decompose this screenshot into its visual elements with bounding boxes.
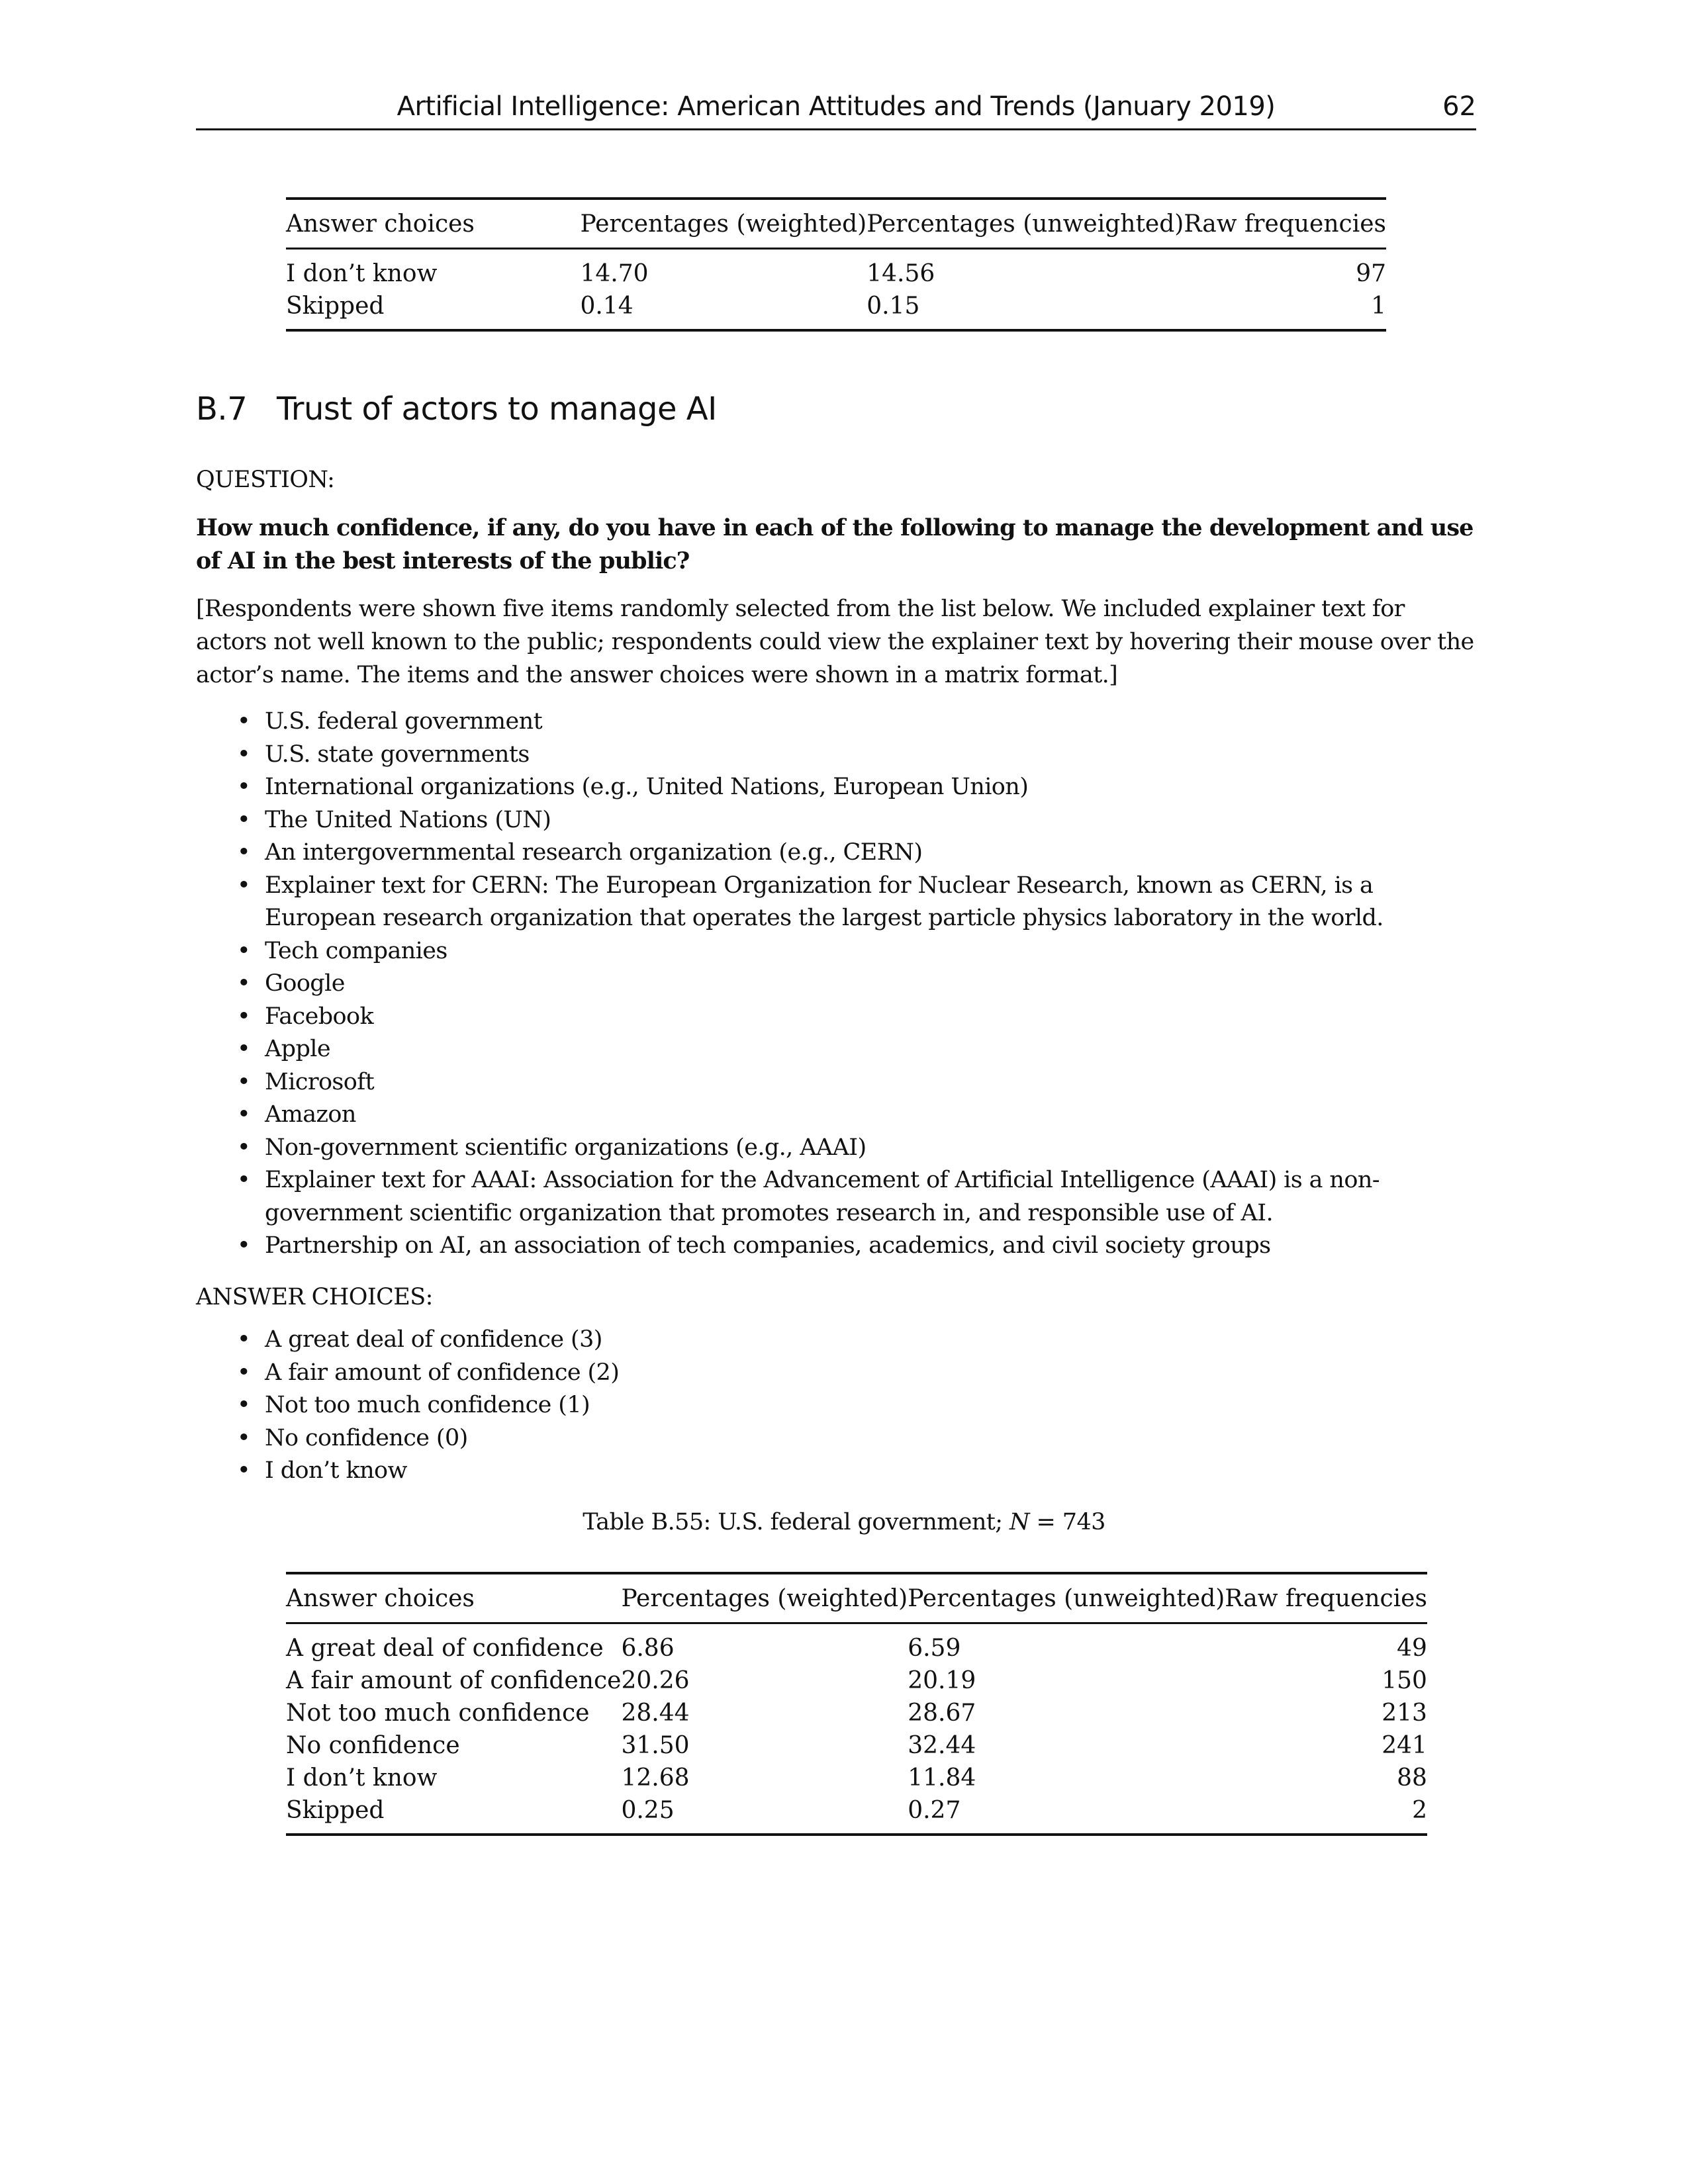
bullet-icon: • — [237, 1101, 251, 1128]
cell-frequency: 49 — [1397, 1635, 1427, 1662]
running-title: Artificial Intelligence: American Attitudes and Trends (January 2019) — [397, 91, 1276, 122]
cell-unweighted: 0.15 — [867, 293, 920, 320]
cell-answer: Skipped — [286, 1797, 385, 1824]
bullet-icon: • — [237, 1359, 251, 1386]
cell-frequency: 213 — [1382, 1700, 1427, 1727]
cell-answer: A great deal of confidence — [286, 1635, 604, 1662]
bullet-icon: • — [237, 1068, 251, 1095]
cell-unweighted: 11.84 — [908, 1764, 976, 1792]
page-number: 62 — [1442, 91, 1476, 122]
bullet-icon: • — [237, 937, 251, 964]
cell-answer: No confidence — [286, 1732, 460, 1759]
federal-government-results-table — [286, 1572, 1427, 1836]
list-item: • Google — [196, 968, 1476, 1001]
bullet-icon: • — [237, 1134, 251, 1161]
question-note: [Respondents were shown five items randomly selected from the list below. We included explainer text for actors not well known to the public; respondents could view the explainer text by hovering their mouse over the actor’s name. The items and the answer choices were shown in a matrix format.] — [196, 596, 1474, 688]
cell-frequency: 2 — [1412, 1797, 1427, 1824]
cell-answer: I don’t know — [286, 260, 438, 287]
cell-weighted: 20.26 — [621, 1667, 690, 1694]
section-number: B.7 — [196, 390, 248, 428]
cell-unweighted: 6.59 — [908, 1635, 961, 1662]
bullet-icon: • — [237, 970, 251, 997]
cell-unweighted: 0.27 — [908, 1797, 961, 1824]
section-title: Trust of actors to manage AI — [277, 390, 717, 428]
cell-frequency: 88 — [1397, 1764, 1427, 1792]
cell-answer: A fair amount of confidence — [286, 1667, 622, 1694]
table-header-row — [286, 1573, 1427, 1623]
table-row — [286, 290, 1386, 330]
cell-unweighted: 28.67 — [908, 1700, 976, 1727]
column-header: Answer choices — [286, 1584, 475, 1612]
bullet-icon: • — [237, 1003, 251, 1030]
column-header: Percentages (unweighted) — [908, 1584, 1225, 1612]
list-item: • A fair amount of confidence (2) — [196, 1357, 1476, 1390]
section-heading — [196, 390, 717, 428]
column-header: Percentages (weighted) — [621, 1584, 908, 1612]
cell-frequency: 241 — [1382, 1732, 1427, 1759]
column-header: Raw frequencies — [1225, 1584, 1427, 1612]
list-item: • An intergovernmental research organization (e.g., CERN) — [196, 837, 1476, 870]
bullet-icon: • — [237, 1457, 251, 1484]
cell-answer: Not too much confidence — [286, 1700, 590, 1727]
bullet-icon: • — [237, 1424, 251, 1451]
table-row — [286, 1623, 1427, 1665]
column-header: Answer choices — [286, 210, 475, 238]
bullet-icon: • — [237, 1232, 251, 1259]
column-header: Raw frequencies — [1184, 210, 1386, 238]
list-item: • Explainer text for AAAI: Association for the Advancement of Artificial Intelligence (AAAI) is a non-government scientific organization that promotes research in, and responsible use of AI. — [196, 1164, 1476, 1230]
table-header-row — [286, 199, 1386, 249]
bullet-icon: • — [237, 1036, 251, 1062]
bullet-icon: • — [237, 774, 251, 800]
cell-weighted: 0.25 — [621, 1797, 675, 1824]
cell-answer: I don’t know — [286, 1764, 438, 1792]
actors-list — [196, 705, 1476, 1263]
list-item: • Facebook — [196, 1001, 1476, 1034]
bullet-icon: • — [237, 806, 251, 833]
cell-unweighted: 20.19 — [908, 1667, 976, 1694]
cell-unweighted: 32.44 — [908, 1732, 976, 1759]
bullet-icon: • — [237, 741, 251, 768]
list-item: • U.S. federal government — [196, 705, 1476, 739]
answer-choices-label: ANSWER CHOICES: — [196, 1284, 433, 1310]
list-item: • Not too much confidence (1) — [196, 1389, 1476, 1422]
list-item: • Amazon — [196, 1099, 1476, 1132]
question-text: How much confidence, if any, do you have in each of the following to manage the development and use of AI in the best interests of the public? — [196, 514, 1474, 574]
table-row — [286, 1697, 1427, 1729]
cell-weighted: 28.44 — [621, 1700, 690, 1727]
cell-weighted: 12.68 — [621, 1764, 690, 1792]
table-row — [286, 1664, 1427, 1697]
list-item: • Tech companies — [196, 935, 1476, 968]
table-row — [286, 1794, 1427, 1835]
column-header: Percentages (unweighted) — [867, 210, 1184, 238]
list-item: • Apple — [196, 1033, 1476, 1066]
cell-frequency: 97 — [1356, 260, 1386, 287]
list-item: • U.S. state governments — [196, 739, 1476, 772]
list-item: • I don’t know — [196, 1455, 1476, 1488]
list-item: • International organizations (e.g., United Nations, European Union) — [196, 771, 1476, 804]
previous-results-table — [286, 197, 1386, 332]
list-item: • The United Nations (UN) — [196, 804, 1476, 837]
list-item: • No confidence (0) — [196, 1422, 1476, 1455]
bullet-icon: • — [237, 839, 251, 866]
table-row — [286, 1729, 1427, 1762]
question-label: QUESTION: — [196, 467, 335, 493]
bullet-icon: • — [237, 872, 251, 899]
list-item: • Explainer text for CERN: The European Organization for Nuclear Research, known as CERN, is a European research organization that operates the largest particle physics laboratory in the world. — [196, 870, 1476, 935]
bullet-icon: • — [237, 1326, 251, 1353]
list-item: • Non-government scientific organizations (e.g., AAAI) — [196, 1132, 1476, 1165]
cell-weighted: 31.50 — [621, 1732, 690, 1759]
list-item: • Microsoft — [196, 1066, 1476, 1099]
list-item: • Partnership on AI, an association of tech companies, academics, and civil society groups — [196, 1230, 1476, 1263]
running-header — [196, 91, 1476, 130]
bullet-icon: • — [237, 1167, 251, 1193]
table-row — [286, 249, 1386, 291]
bullet-icon: • — [237, 708, 251, 735]
bullet-icon: • — [237, 1392, 251, 1418]
cell-answer: Skipped — [286, 293, 385, 320]
cell-unweighted: 14.56 — [867, 260, 935, 287]
answer-choices-list — [196, 1324, 1476, 1488]
list-item: • A great deal of confidence (3) — [196, 1324, 1476, 1357]
cell-weighted: 14.70 — [580, 260, 649, 287]
table-caption: Table B.55: U.S. federal government; N = 743 — [583, 1509, 1105, 1535]
column-header: Percentages (weighted) — [580, 210, 867, 238]
cell-frequency: 150 — [1382, 1667, 1427, 1694]
table-row — [286, 1762, 1427, 1794]
cell-weighted: 6.86 — [621, 1635, 675, 1662]
cell-frequency: 1 — [1371, 293, 1386, 320]
cell-weighted: 0.14 — [580, 293, 633, 320]
